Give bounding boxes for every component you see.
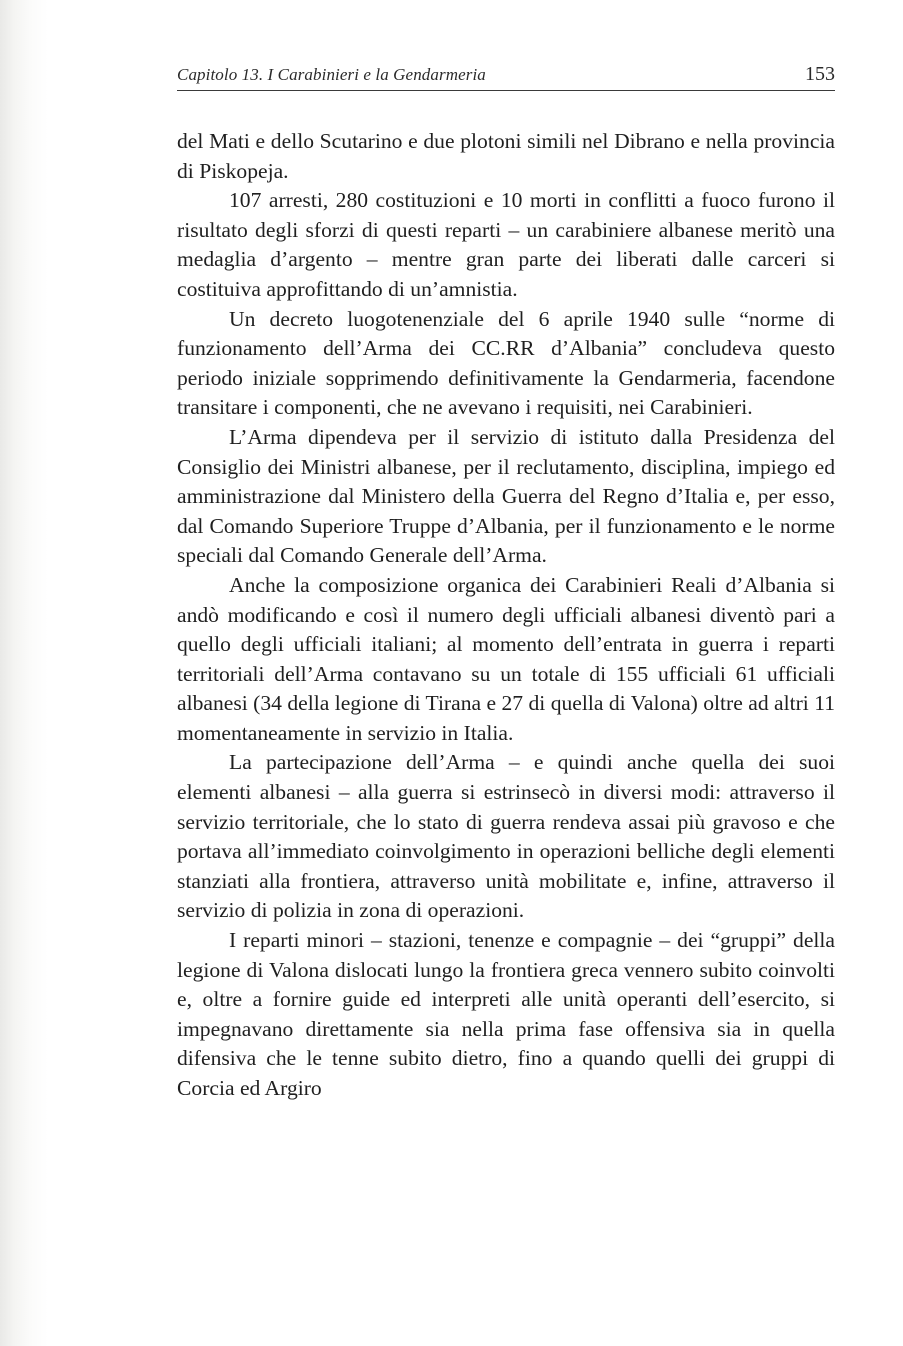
running-head — [177, 60, 835, 91]
paragraph: La partecipazione dell’Arma – e quindi anche quella dei suoi elementi albanesi – alla guerra si estrinsecò in diversi modi: attraverso il servizio territoriale, che lo stato di guerra rendeva assai più gravoso e che portava all’immediato coinvolgimento in operazioni belliche degli elementi stanziati alla frontiera, attraverso unità mobilitate e, infine, attraverso il servizio di polizia in zona di operazioni. — [177, 750, 835, 923]
body-text — [177, 127, 835, 1104]
page-number: 153 — [805, 63, 835, 85]
paragraph: Un decreto luogotenenziale del 6 aprile 1940 sulle “norme di funzionamento dell’Arma dei CC.RR d’Albania” concludeva questo periodo iniziale sopprimendo definitivamente la Gendarmeria, facendone transitare i componenti, che ne avevano i requisiti, nei Carabinieri. — [177, 306, 835, 420]
paragraph: I reparti minori – stazioni, tenenze e compagnie – dei “gruppi” della legione di Valona dislocati lungo la frontiera greca vennero subito coinvolti e, oltre a fornire guide ed interpreti alle unità operanti dell’esercito, si impegnavano direttamente sia nella prima fase offensiva sia in quella difensiva che le tenne subito dietro, fino a quando quelli dei gruppi di Corcia ed Argiro — [177, 928, 835, 1100]
paragraph-continued: del Mati e dello Scutarino e due plotoni simili nel Dibrano e nella provincia di Piskopeja. — [177, 129, 835, 183]
chapter-running-title: Capitolo 13. I Carabinieri e la Gendarmeria — [177, 65, 486, 84]
paragraph: L’Arma dipendeva per il servizio di istituto dalla Presidenza del Consiglio dei Ministri albanese, per il reclutamento, disciplina, impiego ed amministrazione dal Ministero della Guerra del Regno d’Italia e, per esso, dal Comando Superiore Truppe d’Albania, per il funzionamento e le norme speciali dal Comando Generale dell’Arma. — [177, 424, 835, 568]
paragraph: Anche la composizione organica dei Carabinieri Reali d’Albania si andò modificando e così il numero degli ufficiali albanesi diventò pari a quello degli ufficiali italiani; al momento dell’entrata in guerra i reparti territoriali dell’Arma contavano su un totale di 155 ufficiali 61 ufficiali albanesi (34 della legione di Tirana e 27 di quella di Valona) oltre ad altri 11 momentaneamente in servizio in Italia. — [177, 572, 835, 745]
paragraph: 107 arresti, 280 costituzioni e 10 morti in conflitti a fuoco furono il risultato degli sforzi di questi reparti – un carabiniere albanese meritò una medaglia d’argento – mentre gran parte dei liberati dalle carceri si costituiva approfittando di un’amnistia. — [177, 188, 835, 301]
